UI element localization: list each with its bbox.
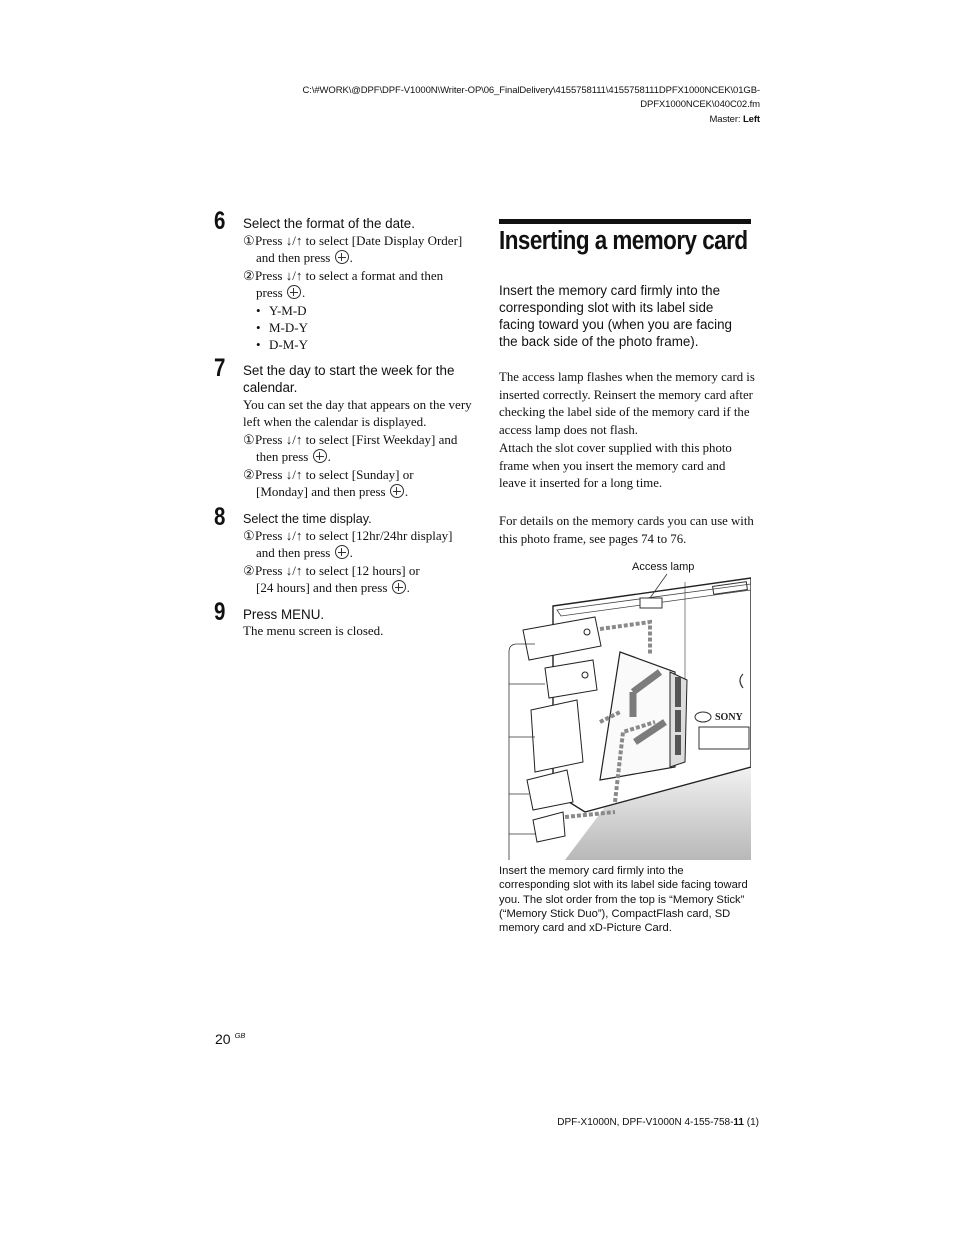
header-path-line-1: C:\#WORK\@DPF\DPF-V1000N\Writer-OP\06_FinalDelivery\4155758111\4155758111DPFX1000NCEK\01GB- [302,85,760,96]
step-6-sub1: ①Press ↓/↑ to select [Date Display Order] [243,233,463,248]
step-9-body: The menu screen is closed. [243,623,384,638]
down-up-arrow-icon: ↓/↑ [285,528,303,543]
step-6-number: 6 [214,207,226,235]
list-item: • M-D-Y [243,319,475,336]
down-up-arrow-icon: ↓/↑ [285,431,303,447]
list-item: • D-M-Y [243,336,475,353]
page-number: 20 $^{GB}$ [215,1031,246,1047]
down-up-arrow-icon: ↓/↑ [285,466,303,482]
enter-button-icon [335,250,349,264]
step-7-sub1: ①Press ↓/↑ to select [First Weekday] and [243,431,458,447]
access-lamp-label: Access lamp [632,561,695,573]
compactflash-card [531,700,583,772]
step-9-title: Press MENU. [243,607,325,622]
enter-button-icon [335,545,349,559]
step-7-sub2: ②Press ↓/↑ to select [Sunday] or [243,466,414,482]
header-file-path [240,84,760,127]
model-number-footer: DPF-X1000N, DPF-V1000N 4-155-758-11 (1) [557,1117,759,1128]
section-heading-rule [499,219,751,224]
down-up-arrow-icon: ↓/↑ [285,562,303,578]
step-6-sub2: ②Press ↓/↑ to select a format and then [243,267,444,283]
access-lamp-paragraph: The access lamp flashes when the memory card is inserted correctly. Reinsert the memory card after checking the label side of the memory card if the access lamp does not flash. [499,370,755,437]
down-up-arrow-icon: ↓/↑ [285,267,303,283]
step-8-sub2: ②Press ↓/↑ to select [12 hours] or [243,562,420,578]
step-7-number: 7 [214,354,226,382]
step-7-title: Set the day to start the week for the calendar. [243,363,455,395]
page-language-suffix: GB [234,1031,246,1040]
step-8-title: Select the time display. [243,512,372,526]
memory-card-details-paragraph: For details on the memory cards you can use with this photo frame, see pages 74 to 76. [499,514,754,546]
slot-cover-paragraph: Attach the slot cover supplied with this photo frame when you insert the memory card and leave it inserted for a long time. [499,441,732,491]
section-title: Inserting a memory card [499,227,748,255]
header-path-line-2: DPFX1000NCEK\040C02.fm [640,99,760,111]
date-format-list [243,302,475,354]
xd-picture-card [533,812,565,842]
enter-button-icon [392,580,406,594]
master-value: Left [742,113,760,125]
list-item: • Y-M-D [243,302,475,319]
access-lamp [640,598,662,608]
down-up-arrow-icon: ↓/↑ [285,233,303,248]
step-7-body: You can set the day that appears on the very left when the calendar is displayed. ①Press ↓/↑ to select [First Weekday] and then press . ②Press ↓/↑ to select [Sunday] or [Monday] and then press . [243,396,475,500]
sony-logo: SONY [715,712,743,723]
step-8-substeps: ①Press ↓/↑ to select [12hr/24hr display] and then press . ②Press ↓/↑ to select [12 hours] or [24 hours] and then press . [243,527,475,597]
illustration-caption: Insert the memory card firmly into the corresponding slot with its label side facing toward you. The slot order from the top is “Memory Stick” (“Memory Stick Duo”), CompactFlash card, SD memory card and xD-Picture Card. [499,865,748,935]
enter-button-icon [313,449,327,463]
step-8-sub1: ①Press ↓/↑ to select [12hr/24hr display] [243,528,453,543]
step-9-number: 9 [214,598,226,626]
section-intro: Insert the memory card firmly into the corresponding slot with its label side facing toward you (when you are facing the back side of the photo frame). [499,283,732,349]
step-8-number: 8 [214,503,226,531]
sd-memory-card [527,770,573,810]
step-6-substeps: ①Press ↓/↑ to select [Date Display Order] and then press . ②Press ↓/↑ to select a format and then press . • Y-M-D • M-D-Y • D-M-Y [243,232,475,354]
master-label: Master: [709,113,741,125]
enter-button-icon [287,285,301,299]
header-master-line [240,113,760,127]
step-6-title: Select the format of the date. [243,216,415,231]
enter-button-icon [390,484,404,498]
memory-card-insertion-illustration [505,572,751,860]
